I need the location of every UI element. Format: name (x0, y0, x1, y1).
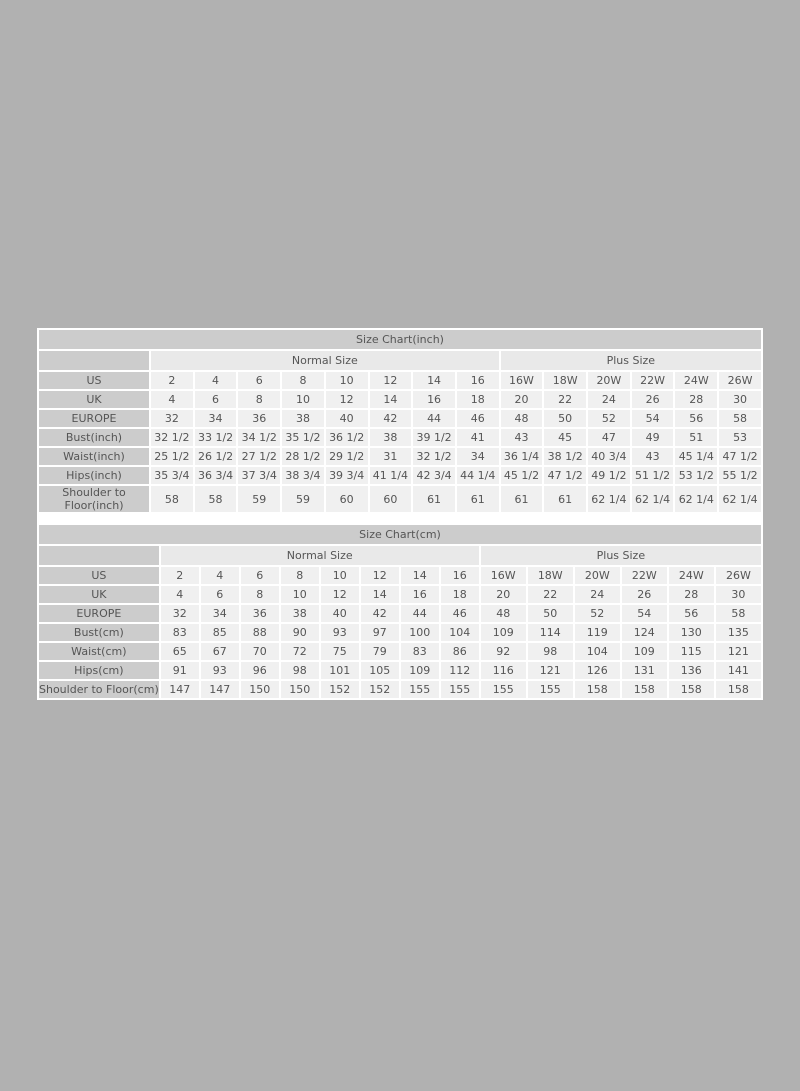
row-label-cell: Hips(inch) (39, 467, 149, 484)
data-cell: 59 (238, 486, 280, 512)
table-row (39, 391, 761, 408)
data-cell: 32 1/2 (151, 429, 193, 446)
data-cell: 2 (161, 567, 199, 584)
data-cell: 58 (151, 486, 193, 512)
data-cell: 8 (238, 391, 280, 408)
data-cell: 12 (326, 391, 368, 408)
chart-title: Size Chart(inch) (39, 330, 761, 349)
row-label-cell: US (39, 372, 149, 389)
data-cell: 61 (501, 486, 543, 512)
data-cell: 59 (282, 486, 324, 512)
section-header-row (39, 351, 761, 370)
data-cell: 155 (481, 681, 526, 698)
data-cell: 41 1/4 (370, 467, 412, 484)
table-row (39, 467, 761, 484)
data-cell: 55 1/2 (719, 467, 761, 484)
data-cell: 92 (481, 643, 526, 660)
data-cell: 47 1/2 (544, 467, 586, 484)
table-row (39, 372, 761, 389)
data-cell: 40 (326, 410, 368, 427)
chart-title: Size Chart(cm) (39, 525, 761, 544)
data-cell: 14 (401, 567, 439, 584)
data-cell: 114 (528, 624, 573, 641)
data-cell: 40 (321, 605, 359, 622)
row-label-cell: Bust(cm) (39, 624, 159, 641)
data-cell: 85 (201, 624, 239, 641)
section-header-row (39, 546, 761, 565)
data-cell: 6 (238, 372, 280, 389)
corner-cell (39, 546, 159, 565)
data-cell: 58 (719, 410, 761, 427)
data-cell: 30 (719, 391, 761, 408)
data-cell: 26W (719, 372, 761, 389)
row-label-cell: Waist(cm) (39, 643, 159, 660)
data-cell: 39 1/2 (413, 429, 455, 446)
data-cell: 54 (632, 410, 674, 427)
table-row (39, 605, 761, 622)
data-cell: 98 (528, 643, 573, 660)
data-cell: 98 (281, 662, 319, 679)
data-cell: 150 (281, 681, 319, 698)
data-cell: 28 (675, 391, 717, 408)
data-cell: 14 (370, 391, 412, 408)
data-cell: 34 1/2 (238, 429, 280, 446)
data-cell: 18W (544, 372, 586, 389)
data-cell: 35 3/4 (151, 467, 193, 484)
corner-cell (39, 351, 149, 370)
row-label-cell: Shoulder to Floor(inch) (39, 486, 149, 512)
data-cell: 49 (632, 429, 674, 446)
data-cell: 61 (413, 486, 455, 512)
data-cell: 56 (675, 410, 717, 427)
data-cell: 44 (413, 410, 455, 427)
data-cell: 58 (716, 605, 761, 622)
table-row (39, 429, 761, 446)
data-cell: 52 (588, 410, 630, 427)
data-cell: 34 (457, 448, 499, 465)
data-cell: 40 3/4 (588, 448, 630, 465)
data-cell: 60 (326, 486, 368, 512)
data-cell: 32 1/2 (413, 448, 455, 465)
data-cell: 38 (281, 605, 319, 622)
data-cell: 38 1/2 (544, 448, 586, 465)
data-cell: 24 (588, 391, 630, 408)
table-row (39, 586, 761, 603)
size-chart-sheet (37, 328, 763, 700)
data-cell: 32 (151, 410, 193, 427)
row-label-cell: EUROPE (39, 410, 149, 427)
normal-size-header: Normal Size (151, 351, 499, 370)
data-cell: 152 (321, 681, 359, 698)
data-cell: 115 (669, 643, 714, 660)
data-cell: 97 (361, 624, 399, 641)
data-cell: 61 (544, 486, 586, 512)
data-cell: 67 (201, 643, 239, 660)
data-cell: 39 3/4 (326, 467, 368, 484)
data-cell: 14 (361, 586, 399, 603)
size-chart-inch-table (37, 328, 763, 514)
data-cell: 53 (719, 429, 761, 446)
data-cell: 8 (241, 586, 279, 603)
data-cell: 42 (361, 605, 399, 622)
data-cell: 36 1/2 (326, 429, 368, 446)
data-cell: 46 (457, 410, 499, 427)
data-cell: 158 (669, 681, 714, 698)
data-cell: 4 (201, 567, 239, 584)
data-cell: 121 (716, 643, 761, 660)
data-cell: 62 1/4 (632, 486, 674, 512)
data-cell: 50 (544, 410, 586, 427)
data-cell: 42 3/4 (413, 467, 455, 484)
data-cell: 150 (241, 681, 279, 698)
data-cell: 10 (282, 391, 324, 408)
data-cell: 32 (161, 605, 199, 622)
data-cell: 22W (622, 567, 667, 584)
data-cell: 155 (528, 681, 573, 698)
data-cell: 65 (161, 643, 199, 660)
data-cell: 18 (441, 586, 479, 603)
data-cell: 158 (716, 681, 761, 698)
data-cell: 10 (281, 586, 319, 603)
data-cell: 16W (481, 567, 526, 584)
data-cell: 49 1/2 (588, 467, 630, 484)
data-cell: 51 1/2 (632, 467, 674, 484)
data-cell: 48 (481, 605, 526, 622)
data-cell: 101 (321, 662, 359, 679)
data-cell: 42 (370, 410, 412, 427)
data-cell: 18W (528, 567, 573, 584)
data-cell: 104 (575, 643, 620, 660)
data-cell: 20 (501, 391, 543, 408)
data-cell: 22 (528, 586, 573, 603)
data-cell: 93 (321, 624, 359, 641)
data-cell: 18 (457, 391, 499, 408)
data-cell: 112 (441, 662, 479, 679)
data-cell: 26 (622, 586, 667, 603)
data-cell: 124 (622, 624, 667, 641)
data-cell: 16 (413, 391, 455, 408)
chart-title-row (39, 330, 761, 349)
data-cell: 46 (441, 605, 479, 622)
data-cell: 2 (151, 372, 193, 389)
data-cell: 43 (632, 448, 674, 465)
data-cell: 136 (669, 662, 714, 679)
data-cell: 10 (326, 372, 368, 389)
data-cell: 24 (575, 586, 620, 603)
data-cell: 28 (669, 586, 714, 603)
data-cell: 62 1/4 (719, 486, 761, 512)
data-cell: 56 (669, 605, 714, 622)
data-cell: 20W (575, 567, 620, 584)
data-cell: 36 3/4 (195, 467, 237, 484)
data-cell: 12 (361, 567, 399, 584)
data-cell: 51 (675, 429, 717, 446)
data-cell: 22 (544, 391, 586, 408)
data-cell: 70 (241, 643, 279, 660)
data-cell: 54 (622, 605, 667, 622)
data-cell: 61 (457, 486, 499, 512)
data-cell: 22W (632, 372, 674, 389)
data-cell: 155 (401, 681, 439, 698)
data-cell: 12 (321, 586, 359, 603)
data-cell: 91 (161, 662, 199, 679)
data-cell: 38 (370, 429, 412, 446)
data-cell: 109 (481, 624, 526, 641)
table-row (39, 448, 761, 465)
data-cell: 4 (195, 372, 237, 389)
data-cell: 24W (669, 567, 714, 584)
data-cell: 88 (241, 624, 279, 641)
data-cell: 16 (441, 567, 479, 584)
data-cell: 62 1/4 (675, 486, 717, 512)
data-cell: 116 (481, 662, 526, 679)
row-label-cell: Hips(cm) (39, 662, 159, 679)
data-cell: 96 (241, 662, 279, 679)
data-cell: 43 (501, 429, 543, 446)
data-cell: 60 (370, 486, 412, 512)
data-cell: 14 (413, 372, 455, 389)
data-cell: 72 (281, 643, 319, 660)
data-cell: 30 (716, 586, 761, 603)
data-cell: 121 (528, 662, 573, 679)
data-cell: 4 (151, 391, 193, 408)
data-cell: 24W (675, 372, 717, 389)
data-cell: 6 (195, 391, 237, 408)
table-row (39, 624, 761, 641)
table-row (39, 486, 761, 512)
data-cell: 45 1/2 (501, 467, 543, 484)
row-label-cell: UK (39, 391, 149, 408)
data-cell: 10 (321, 567, 359, 584)
table-row (39, 643, 761, 660)
data-cell: 26 (632, 391, 674, 408)
plus-size-header: Plus Size (501, 351, 761, 370)
data-cell: 130 (669, 624, 714, 641)
data-cell: 47 (588, 429, 630, 446)
size-chart-cm-table (37, 523, 763, 700)
data-cell: 16 (401, 586, 439, 603)
data-cell: 79 (361, 643, 399, 660)
data-cell: 131 (622, 662, 667, 679)
data-cell: 109 (622, 643, 667, 660)
data-cell: 41 (457, 429, 499, 446)
data-cell: 25 1/2 (151, 448, 193, 465)
data-cell: 50 (528, 605, 573, 622)
data-cell: 47 1/2 (719, 448, 761, 465)
data-cell: 27 1/2 (238, 448, 280, 465)
data-cell: 8 (281, 567, 319, 584)
data-cell: 34 (201, 605, 239, 622)
data-cell: 31 (370, 448, 412, 465)
data-cell: 38 3/4 (282, 467, 324, 484)
data-cell: 48 (501, 410, 543, 427)
data-cell: 147 (201, 681, 239, 698)
data-cell: 83 (401, 643, 439, 660)
data-cell: 20W (588, 372, 630, 389)
row-label-cell: UK (39, 586, 159, 603)
data-cell: 36 1/4 (501, 448, 543, 465)
plus-size-header: Plus Size (481, 546, 761, 565)
data-cell: 83 (161, 624, 199, 641)
data-cell: 53 1/2 (675, 467, 717, 484)
tables-spacer (37, 514, 763, 523)
data-cell: 141 (716, 662, 761, 679)
data-cell: 12 (370, 372, 412, 389)
data-cell: 35 1/2 (282, 429, 324, 446)
row-label-cell: Waist(inch) (39, 448, 149, 465)
data-cell: 58 (195, 486, 237, 512)
row-label-cell: Shoulder to Floor(cm) (39, 683, 159, 696)
data-cell: 62 1/4 (588, 486, 630, 512)
data-cell: 8 (282, 372, 324, 389)
data-cell: 44 1/4 (457, 467, 499, 484)
data-cell: 135 (716, 624, 761, 641)
data-cell: 44 (401, 605, 439, 622)
data-cell: 6 (241, 567, 279, 584)
data-cell: 36 (238, 410, 280, 427)
data-cell: 105 (361, 662, 399, 679)
data-cell: 4 (161, 586, 199, 603)
data-cell: 16W (501, 372, 543, 389)
data-cell: 75 (321, 643, 359, 660)
chart-title-row (39, 525, 761, 544)
data-cell: 100 (401, 624, 439, 641)
table-row (39, 662, 761, 679)
data-cell: 26W (716, 567, 761, 584)
data-cell: 93 (201, 662, 239, 679)
data-cell: 147 (161, 681, 199, 698)
data-cell: 86 (441, 643, 479, 660)
data-cell: 52 (575, 605, 620, 622)
data-cell: 104 (441, 624, 479, 641)
data-cell: 38 (282, 410, 324, 427)
data-cell: 109 (401, 662, 439, 679)
table-row (39, 681, 761, 698)
data-cell: 34 (195, 410, 237, 427)
data-cell: 152 (361, 681, 399, 698)
data-cell: 90 (281, 624, 319, 641)
table-row (39, 567, 761, 584)
data-cell: 126 (575, 662, 620, 679)
row-label-cell: EUROPE (39, 605, 159, 622)
data-cell: 45 1/4 (675, 448, 717, 465)
data-cell: 16 (457, 372, 499, 389)
row-label-cell: US (39, 567, 159, 584)
data-cell: 45 (544, 429, 586, 446)
table-row (39, 410, 761, 427)
data-cell: 158 (575, 681, 620, 698)
data-cell: 36 (241, 605, 279, 622)
row-label-cell: Bust(inch) (39, 429, 149, 446)
data-cell: 20 (481, 586, 526, 603)
data-cell: 28 1/2 (282, 448, 324, 465)
normal-size-header: Normal Size (161, 546, 479, 565)
data-cell: 119 (575, 624, 620, 641)
data-cell: 158 (622, 681, 667, 698)
data-cell: 33 1/2 (195, 429, 237, 446)
data-cell: 29 1/2 (326, 448, 368, 465)
data-cell: 6 (201, 586, 239, 603)
data-cell: 26 1/2 (195, 448, 237, 465)
data-cell: 155 (441, 681, 479, 698)
data-cell: 37 3/4 (238, 467, 280, 484)
